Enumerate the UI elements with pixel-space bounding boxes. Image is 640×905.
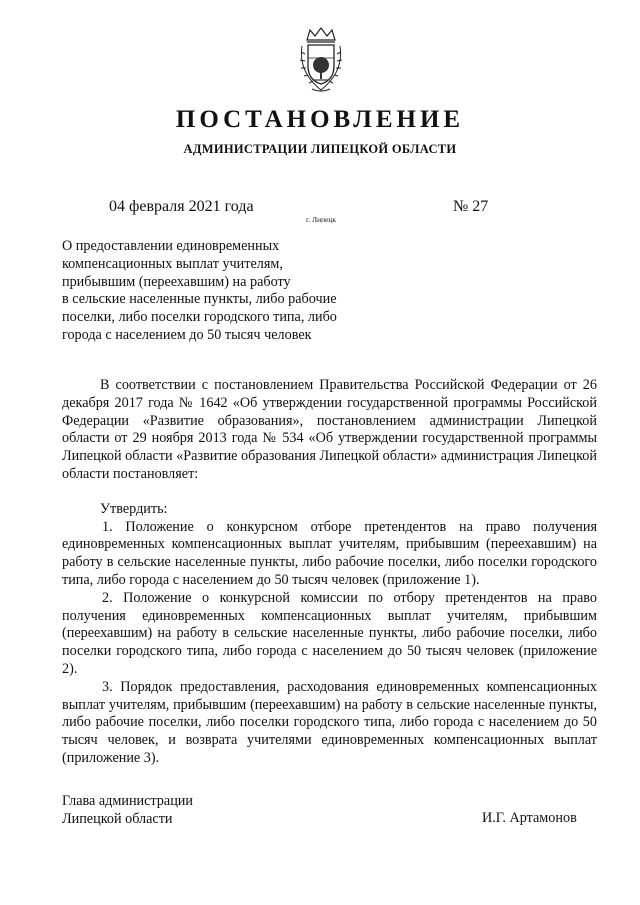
document-city: г. Липецк xyxy=(306,215,337,224)
item-3-paragraph: 3. Порядок предоставления, расходования единовременных компенсационных выплат учителям, прибывшим (переехавшим) на работу в сельские населенные пункты, либо рабочие поселки, либо поселки городского типа, либо города с населением до 50 тысяч человек, и возврата учителями единовременных компенсационных выплат (приложение 3). xyxy=(62,678,597,766)
signature-name: И.Г. Артамонов xyxy=(482,810,577,826)
subject-line: О предоставлении единовременных xyxy=(62,238,280,254)
document-subtitle: АДМИНИСТРАЦИИ ЛИПЕЦКОЙ ОБЛАСТИ xyxy=(183,142,457,156)
document-subject xyxy=(62,238,382,345)
position-line: Липецкой области xyxy=(62,810,173,827)
subject-line: компенсационных выплат учителям, xyxy=(62,255,283,272)
document-body xyxy=(62,377,597,768)
subject-line: в сельские населенные пункты, либо рабочие xyxy=(62,291,337,308)
subject-line: города с населением до 50 тысяч человек xyxy=(62,326,312,343)
item-1-paragraph: 1. Положение о конкурсном отборе претендентов на право получения единовременных компенсационных выплат учителям, прибывшим (переехавшим) на работу в сельские населенные пункты, либо рабочие поселки, либо поселки городского типа, либо города с населением до 50 тысяч человек (приложение 1). xyxy=(62,518,597,588)
signature-position xyxy=(62,793,193,829)
subject-line: прибывшим (переехавшим) на работу xyxy=(62,273,291,290)
document-title: ПОСТАНОВЛЕНИЕ xyxy=(175,106,465,133)
item-2-paragraph: 2. Положение о конкурсной комиссии по отбору претендентов на право получения единовременных компенсационных выплат учителям, прибывшим (переехавшим) на работу в сельские населенные пункты, либо рабочие поселки, либо поселки городского типа, либо города с населением до 50 тысяч человек (приложение 2). xyxy=(62,589,597,677)
position-line: Глава администрации xyxy=(62,793,193,809)
coat-of-arms-icon xyxy=(298,26,344,94)
preamble-paragraph: В соответствии с постановлением Правительства Российской Федерации от 26 декабря 2017 года № 1642 «Об утверждении государственной программы Российской Федерации «Развитие образования», постановлением администрации Липецкой области от 29 ноября 2013 года № 534 «Об утверждении государственной программы Липецкой области «Развитие образования Липецкой области» администрация Липецкой области постановляет: xyxy=(62,377,597,482)
decide-line: Утвердить: xyxy=(100,500,168,517)
subject-line: поселки, либо поселки городского типа, либо xyxy=(62,309,337,326)
document-date: 04 февраля 2021 года xyxy=(109,198,254,215)
document-number: № 27 xyxy=(453,198,489,215)
